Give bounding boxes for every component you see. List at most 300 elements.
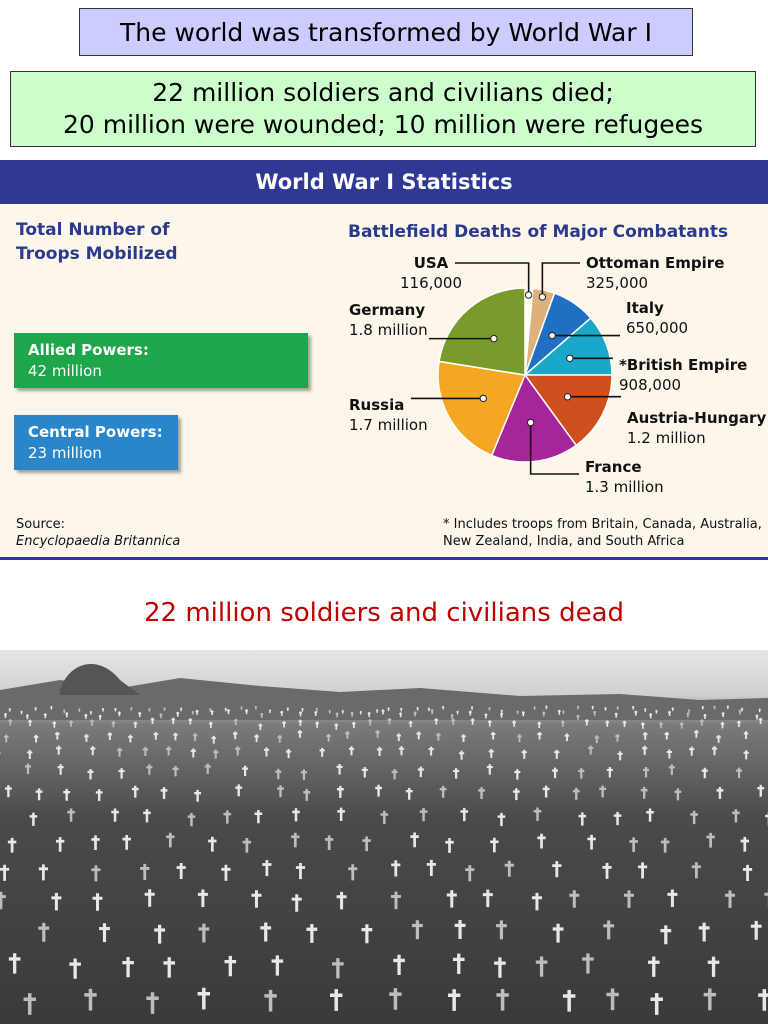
cemetery-cross xyxy=(638,862,647,878)
pie-value-germany: 1.8 million xyxy=(349,321,428,339)
cemetery-cross xyxy=(689,747,694,756)
cemetery-cross xyxy=(128,735,132,743)
cemetery-cross xyxy=(140,864,149,880)
cemetery-cross xyxy=(337,786,344,798)
cemetery-cross xyxy=(360,711,362,715)
footnote-line-1: * Includes troops from Britain, Canada, Australia, xyxy=(443,517,762,532)
cemetery-cross xyxy=(254,734,258,742)
cemetery-cross xyxy=(699,923,710,942)
cemetery-cross xyxy=(447,890,457,908)
cemetery-cross xyxy=(758,989,768,1011)
cemetery-cross xyxy=(306,924,317,943)
cemetery-cross xyxy=(251,890,261,908)
cemetery-cross xyxy=(166,746,171,755)
cemetery-cross xyxy=(132,786,139,798)
cemetery-cross xyxy=(198,988,210,1010)
cemetery-cross xyxy=(286,749,291,758)
cemetery-cross xyxy=(716,735,720,743)
cemetery-cross xyxy=(471,706,473,710)
cemetery-cross xyxy=(759,718,763,724)
cemetery-cross xyxy=(69,958,81,978)
cemetery-cross xyxy=(648,957,660,977)
cemetery-cross xyxy=(388,718,392,724)
central-powers-label: Central Powers: xyxy=(28,423,163,441)
cemetery-cross xyxy=(262,860,271,876)
cemetery-cross xyxy=(34,735,38,743)
cemetery-cross xyxy=(209,722,213,728)
cemetery-cross xyxy=(603,921,614,940)
cemetery-cross xyxy=(712,746,717,755)
cemetery-cross xyxy=(134,722,138,728)
cemetery-cross xyxy=(301,769,307,780)
pie-leader-dot-usa xyxy=(525,292,531,298)
cemetery-cross xyxy=(377,747,382,756)
cemetery-cross xyxy=(605,720,609,726)
cemetery-cross xyxy=(114,708,116,712)
cemetery-cross xyxy=(342,710,344,714)
cemetery-cross xyxy=(143,747,148,756)
cemetery-cross xyxy=(337,808,345,821)
cemetery-cross xyxy=(522,750,527,759)
cemetery-cross xyxy=(111,808,119,821)
cemetery-cross xyxy=(224,810,232,823)
cemetery-cross xyxy=(337,892,347,910)
cemetery-cross xyxy=(615,734,619,742)
cemetery-cross xyxy=(655,710,657,714)
cemetery-cross xyxy=(260,923,271,942)
cemetery-cross xyxy=(513,788,520,800)
footnote-line-2: New Zealand, India, and South Africa xyxy=(443,534,685,549)
pie-value-ottoman-empire: 325,000 xyxy=(586,274,649,292)
cemetery-cross xyxy=(417,732,421,740)
cemetery-cross xyxy=(741,837,749,852)
cemetery-cross xyxy=(56,746,61,755)
cemetery-cross xyxy=(259,724,263,730)
pie-value-italy: 650,000 xyxy=(626,319,689,337)
cemetery-cross xyxy=(30,813,38,826)
cemetery-cross xyxy=(301,708,303,712)
cemetery-cross xyxy=(743,865,752,881)
cemetery-cross xyxy=(234,719,238,725)
cemetery-cross xyxy=(146,992,158,1014)
cemetery-cross xyxy=(292,894,302,912)
pie-label-germany: Germany xyxy=(349,301,426,319)
cemetery-cross xyxy=(561,721,565,727)
cemetery-cross xyxy=(577,706,579,710)
cemetery-cross xyxy=(161,787,168,799)
cemetery-cross xyxy=(471,718,475,724)
cemetery-cross xyxy=(537,732,541,740)
cemetery-cross xyxy=(225,708,227,712)
cemetery-cross xyxy=(0,892,6,910)
cemetery-cross xyxy=(122,835,130,850)
cemetery-cross xyxy=(545,706,547,710)
pie-leader-dot-germany xyxy=(491,335,497,341)
cemetery-cross xyxy=(641,722,645,728)
cemetery-cross xyxy=(225,956,237,976)
cemetery-cross xyxy=(91,865,100,881)
panel-bottom-rule xyxy=(0,557,768,560)
cemetery-cross xyxy=(352,722,356,728)
cemetery-cross xyxy=(592,706,594,710)
central-powers-value: 23 million xyxy=(28,444,102,462)
cemetery-cross xyxy=(646,808,654,821)
cemetery-cross xyxy=(189,718,193,724)
cemetery-cross xyxy=(578,768,584,779)
cemetery-cross xyxy=(436,733,440,741)
cemetery-cross xyxy=(617,706,619,710)
cemetery-cross xyxy=(240,706,242,710)
cemetery-cross xyxy=(375,730,379,738)
cemetery-cross xyxy=(171,718,175,724)
cemetery-cross xyxy=(680,722,684,728)
cemetery-cross xyxy=(453,954,465,974)
cemetery-cross xyxy=(28,720,32,726)
cemetery-cross xyxy=(460,808,468,821)
cemetery-cross xyxy=(117,748,122,757)
cemetery-cross xyxy=(420,808,428,821)
cemetery-cross xyxy=(537,834,545,849)
cemetery-cross xyxy=(275,769,281,780)
cemetery-cross xyxy=(517,711,519,715)
cemetery-cross xyxy=(154,732,158,740)
allied-powers-value: 42 million xyxy=(28,362,102,380)
cemetery-cross xyxy=(744,731,748,739)
pie-label-austria-hungary: Austria-Hungary xyxy=(627,409,767,427)
cemetery-cross xyxy=(459,751,464,760)
cemetery-cross xyxy=(442,706,444,710)
cemetery-cross xyxy=(56,837,64,852)
cemetery-cross xyxy=(180,708,182,712)
cemetery-cross xyxy=(453,768,459,779)
cemetery-cross xyxy=(78,708,80,712)
cemetery-cross xyxy=(491,732,495,740)
cemetery-cross xyxy=(332,958,344,978)
statistics-panel xyxy=(0,160,768,560)
cemetery-cross xyxy=(585,719,589,725)
cemetery-cross xyxy=(25,764,31,775)
cemetery-cross xyxy=(345,731,349,739)
cemetery-cross xyxy=(667,749,672,758)
cemetery-cross xyxy=(51,893,61,911)
cemetery-cross xyxy=(35,707,37,711)
cemetery-cross xyxy=(674,789,681,801)
cemetery-cross xyxy=(427,860,436,876)
cemetery-cross xyxy=(87,769,93,780)
cemetery-cross xyxy=(478,787,485,799)
cemetery-cross xyxy=(277,785,284,797)
cemetery-cross xyxy=(487,764,493,775)
cemetery-cross xyxy=(717,787,724,799)
cemetery-cross xyxy=(393,955,405,975)
cemetery-cross xyxy=(651,993,663,1015)
cemetery-cross xyxy=(361,924,372,943)
pie-label-russia: Russia xyxy=(349,396,405,414)
pie-label-france: France xyxy=(585,458,642,476)
cemetery-cross xyxy=(205,764,211,775)
cemetery-cross xyxy=(569,890,579,908)
cemetery-cross xyxy=(325,835,333,850)
cemetery-cross xyxy=(315,721,319,727)
cemetery-cross xyxy=(299,720,303,726)
cemetery-cross xyxy=(607,767,613,778)
cemetery-cross xyxy=(623,721,627,727)
source-label: Source: xyxy=(16,517,66,532)
cemetery-cross xyxy=(99,923,110,942)
cemetery-cross xyxy=(595,735,599,743)
subtitle-line-1: 22 million soldiers and civilians died; xyxy=(152,78,614,107)
cemetery-cross xyxy=(434,718,438,724)
cemetery-cross xyxy=(543,786,550,798)
pie-leader-dot-austria-hungary xyxy=(564,394,570,400)
cemetery-cross xyxy=(36,788,43,800)
cemetery-cross xyxy=(102,708,104,712)
cemetery-cross xyxy=(451,719,455,725)
cemetery-cross xyxy=(406,788,413,800)
cemetery-cross xyxy=(744,750,749,759)
cemetery-cross xyxy=(514,769,520,780)
cemetery-cross xyxy=(67,808,75,821)
cemetery-cross xyxy=(764,889,768,907)
cemetery-cross xyxy=(269,710,271,714)
cemetery-cross xyxy=(282,721,286,727)
cemetery-cross xyxy=(391,892,401,910)
pie-value-usa: 116,000 xyxy=(399,274,463,292)
pie-leader-dot-russia xyxy=(480,395,486,401)
statistics-header: World War I Statistics xyxy=(0,160,768,204)
cemetery-cross xyxy=(488,720,492,726)
cemetery-cross xyxy=(376,709,378,713)
cemetery-cross xyxy=(96,789,103,801)
cemetery-cross xyxy=(90,746,95,755)
cemetery-cross xyxy=(291,833,299,848)
cemetery-cross xyxy=(303,789,310,801)
cemetery-cross xyxy=(694,730,698,738)
pie-label-italy: Italy xyxy=(626,299,664,317)
cemetery-cross xyxy=(177,863,186,879)
cemetery-cross xyxy=(692,862,701,878)
cemetery-cross xyxy=(221,865,230,881)
cemetery-cross xyxy=(27,750,32,759)
cemetery-cross xyxy=(164,707,166,711)
slide-subtitle xyxy=(10,71,756,147)
cemetery-cross xyxy=(461,734,465,742)
troops-heading-line-2: Troops Mobilized xyxy=(16,244,178,264)
cemetery-cross xyxy=(8,838,16,853)
cemetery-cross xyxy=(688,709,690,713)
cemetery-cross xyxy=(554,750,559,759)
cemetery-cross xyxy=(552,861,561,877)
source-name: Encyclopaedia Britannica xyxy=(16,534,181,549)
cemetery-cross xyxy=(388,707,390,711)
cemetery-cross xyxy=(326,734,330,742)
pie-leader-dot-british-empire xyxy=(567,355,573,361)
cemetery-cross xyxy=(700,719,704,725)
cemetery-cross xyxy=(614,812,622,825)
cemetery-cross xyxy=(565,734,569,742)
cemetery-cross xyxy=(534,808,542,821)
cemetery-cross xyxy=(455,920,466,939)
cemetery-cross xyxy=(287,707,289,711)
cemetery-cross xyxy=(330,989,342,1011)
cemetery-cross xyxy=(166,833,174,848)
cemetery-cross xyxy=(264,990,276,1012)
cemetery-cross xyxy=(191,748,196,757)
pie-slice-germany xyxy=(439,288,525,375)
cemetery-cross xyxy=(708,957,720,977)
cemetery-cross xyxy=(108,732,112,740)
cemetery-cross xyxy=(91,835,99,850)
cemetery-cross xyxy=(665,732,669,740)
pie-value-france: 1.3 million xyxy=(585,478,664,496)
cemetery-cross xyxy=(50,706,52,710)
cemetery-cross xyxy=(233,731,237,739)
cemetery-cross xyxy=(517,734,521,742)
cemetery-cross xyxy=(9,708,11,712)
cemetery-cross xyxy=(292,808,300,821)
cemetery-cross xyxy=(119,768,125,779)
cemetery-cross xyxy=(264,747,269,756)
cemetery-cross xyxy=(552,768,558,779)
cemetery-cross xyxy=(143,809,151,822)
cemetery-cross xyxy=(21,711,23,715)
cemetery-cross xyxy=(397,733,401,741)
cemetery-cross xyxy=(188,813,196,826)
cemetery-cross xyxy=(721,722,725,728)
cemetery-cross xyxy=(53,721,57,727)
cemetery-cross xyxy=(489,707,491,711)
cemetery-cross xyxy=(483,890,493,907)
cemetery-cross xyxy=(9,953,21,973)
cemetery-cross xyxy=(409,721,413,727)
cemetery-cross xyxy=(642,746,647,755)
pie-leader-dot-france xyxy=(527,419,533,425)
cemetery-cross xyxy=(69,720,73,726)
pie-value-russia: 1.7 million xyxy=(349,416,428,434)
cemetery-cross xyxy=(727,706,729,710)
cemetery-cross xyxy=(255,706,257,710)
cemetery-cross xyxy=(629,837,637,852)
cemetery-cross xyxy=(38,923,49,942)
cemetery-cross xyxy=(563,990,575,1012)
cemetery-cross xyxy=(235,784,242,796)
cemetery-cross xyxy=(602,863,611,879)
cemetery-cross xyxy=(579,812,587,825)
pie-leader-dot-italy xyxy=(549,332,555,338)
cemetery-cross xyxy=(496,989,508,1011)
cemetery-cross xyxy=(163,957,175,977)
cemetery-cross xyxy=(737,721,741,727)
cemetery-cross xyxy=(536,956,548,976)
cemetery-cross xyxy=(457,711,459,715)
cemetery-cross xyxy=(643,732,647,740)
cemetery-cross xyxy=(534,707,536,711)
cemetery-cross xyxy=(690,811,698,824)
cemetery-cross xyxy=(445,838,453,853)
cemetery-cross xyxy=(213,750,218,759)
cemetery-cross xyxy=(562,711,564,715)
cemetery-cross xyxy=(151,718,155,724)
cemetery-cross xyxy=(606,988,618,1010)
cemetery-cross xyxy=(702,706,704,710)
cemetery-cross xyxy=(192,711,194,715)
cemetery-cross xyxy=(381,811,389,824)
cemetery-cross xyxy=(532,893,542,911)
cemetery-cross xyxy=(573,788,580,800)
source-note xyxy=(16,516,180,550)
cemetery-cross xyxy=(399,746,404,755)
allied-powers-label: Allied Powers: xyxy=(28,341,149,359)
cemetery-cross xyxy=(146,764,152,775)
cemetery-cross xyxy=(242,766,248,777)
cemetery-cross xyxy=(417,707,419,711)
cemetery-cross xyxy=(641,787,648,799)
cemetery-cross xyxy=(84,989,96,1011)
pie-label-usa: USA xyxy=(413,254,449,272)
cemetery-cross xyxy=(173,733,177,741)
cemetery-cross xyxy=(392,769,398,780)
cemetery-cross xyxy=(465,865,474,881)
cemetery-cross xyxy=(702,768,708,779)
cemetery-cross xyxy=(490,838,498,853)
cemetery-cross xyxy=(90,720,94,726)
cemetery-cross xyxy=(145,889,155,907)
troops-heading-line-1: Total Number of xyxy=(16,220,170,240)
cemetery-cross xyxy=(375,785,382,797)
cemetery-cross xyxy=(429,747,434,756)
cemetery-cross xyxy=(672,708,674,712)
cemetery-cross xyxy=(759,709,761,713)
cemetery-cross xyxy=(669,764,675,775)
cemetery-cross xyxy=(553,924,564,943)
cemetery-cross xyxy=(391,860,400,876)
cemetery-cross xyxy=(632,706,634,710)
cemetery-cross xyxy=(329,710,331,714)
cemetery-cross xyxy=(714,706,716,710)
cemetery-cross xyxy=(193,733,197,741)
cemetery-cross xyxy=(198,924,209,943)
cemetery-cross xyxy=(582,953,594,973)
cemetery-caption: 22 million soldiers and civilians dead xyxy=(143,598,625,628)
cemetery-cross xyxy=(0,865,9,881)
cemetery-cross xyxy=(489,749,494,758)
cemetery-cross xyxy=(624,890,634,908)
cemetery-cross xyxy=(428,708,430,712)
cemetery-crosses-image xyxy=(0,650,768,1024)
cemetery-cross xyxy=(389,988,401,1010)
cemetery-cross xyxy=(418,767,424,778)
cemetery-cross xyxy=(58,764,64,775)
cemetery-cross xyxy=(512,720,516,726)
slide-title: The world was transformed by World War I xyxy=(79,8,693,56)
cemetery-cross xyxy=(660,925,671,944)
cemetery-cross xyxy=(400,708,402,712)
cemetery-cross xyxy=(348,864,357,880)
cemetery-cross xyxy=(706,833,714,848)
cemetery-cross xyxy=(24,993,36,1015)
pie-label-ottoman-empire: Ottoman Empire xyxy=(586,254,725,272)
cemetery-cross xyxy=(644,708,646,712)
cemetery-cross xyxy=(751,921,762,940)
cemetery-cross xyxy=(362,767,368,778)
cemetery-cross xyxy=(112,721,116,727)
cemetery-cross xyxy=(235,746,240,755)
cemetery-cross xyxy=(255,810,263,823)
cemetery-cross xyxy=(194,790,201,802)
cemetery-cross xyxy=(154,925,165,944)
cemetery-cross xyxy=(741,708,743,712)
cemetery-cross xyxy=(494,957,506,977)
